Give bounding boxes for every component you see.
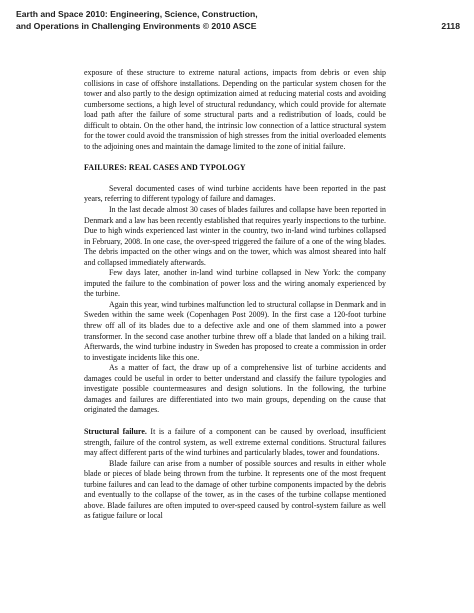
paragraph-structural-failure [84,427,386,459]
header-line-1: Earth and Space 2010: Engineering, Science, Construction, [16,9,258,19]
continued-paragraph: exposure of these structure to extreme natural actions, impacts from debris or even ship collisions in case of offshore installations. Depending on the particular system chosen for the tower and also partly to the design optimization aimed at reducing material costs and avoiding cumbersome sections, a high level of structural redundancy, which could provide for alternate load path after the failure of some structural parts and a redistribution of loads, could be difficult to obtain. On the other hand, the intrinsic low connection of a lattice structural system for the tower could avoid the transmission of high stresses from the initial overloaded elements to the adjoining ones and maintain the damage limited to the zone of initial failure. [84,68,386,151]
paragraph-denmark-cases: In the last decade almost 30 cases of blades failures and collapse have been reported in Denmark and a law has been recently established that requires yearly inspections to the turbine. Due to high winds experienced last winter in the country, two in-land wind turbines collapsed in February, 2008. In one case, the over-speed triggered the failure of a one of the wing blades. The debris impacted on the other wings and on the tower, which was almost sheared into half and collapsed immediately afterwards. [84,205,386,267]
section-heading: FAILURES: REAL CASES AND TYPOLOGY [84,163,246,173]
header-line-2: and Operations in Challenging Environments © 2010 ASCE [16,20,257,31]
paragraph-accident-list: As a matter of fact, the draw up of a comprehensive list of turbine accidents and damages could be useful in order to better understand and classify the failure typologies and investigate possible countermeasures and design solutions. In the following, the turbine damages and failures are differentiated into two main groups, depending on the cause that originated the damages. [84,363,386,415]
structural-failure-label: Structural failure. [84,426,147,436]
running-header [16,9,460,32]
page-body [84,68,386,522]
structural-failure-text: It is a failure of a component can be caused by overload, insufficient strength, failure of the control system, as well extreme external conditions. Structural failures may affect different parts of the wind turbines and particularly blades, tower and foundations. [84,426,386,458]
paragraph-blade-failure: Blade failure can arise from a number of possible sources and results in either whole blade or pieces of blade being thrown from the turbine. It represents one of the most frequent turbine failures and can lead to the damage of other turbine components impacted by the debris and eventually to the collapse of the tower, as in the cases of the turbine collapse mentioned above. Blade failures are often imputed to over-speed caused by control-system failure as well as fatigue failure or local [84,458,386,521]
paragraph-documented-cases: Several documented cases of wind turbine accidents have been reported in the past years, referring to different typology of failure and damages. [84,183,386,204]
page-number: 2118 [441,20,460,31]
paragraph-new-york-case: Few days later, another in-land wind turbine collapsed in New York: the company imputed the failure to the combination of power loss and the wiring anomaly experienced by the turbine. [84,268,386,299]
paragraph-denmark-sweden: Again this year, wind turbines malfunction led to structural collapse in Denmark and in Sweden within the same week (Copenhagen Post 2009). In the first case a 120-foot turbine threw off all of its blades due to a defective axle and one of them slammed into a power transformer. In the second case another turbine threw off a blade that landed on a hiking trail. Afterwards, the wind turbine industry in Sweden has proposed to create a commission in order to investigate incidents like this one. [84,299,386,362]
